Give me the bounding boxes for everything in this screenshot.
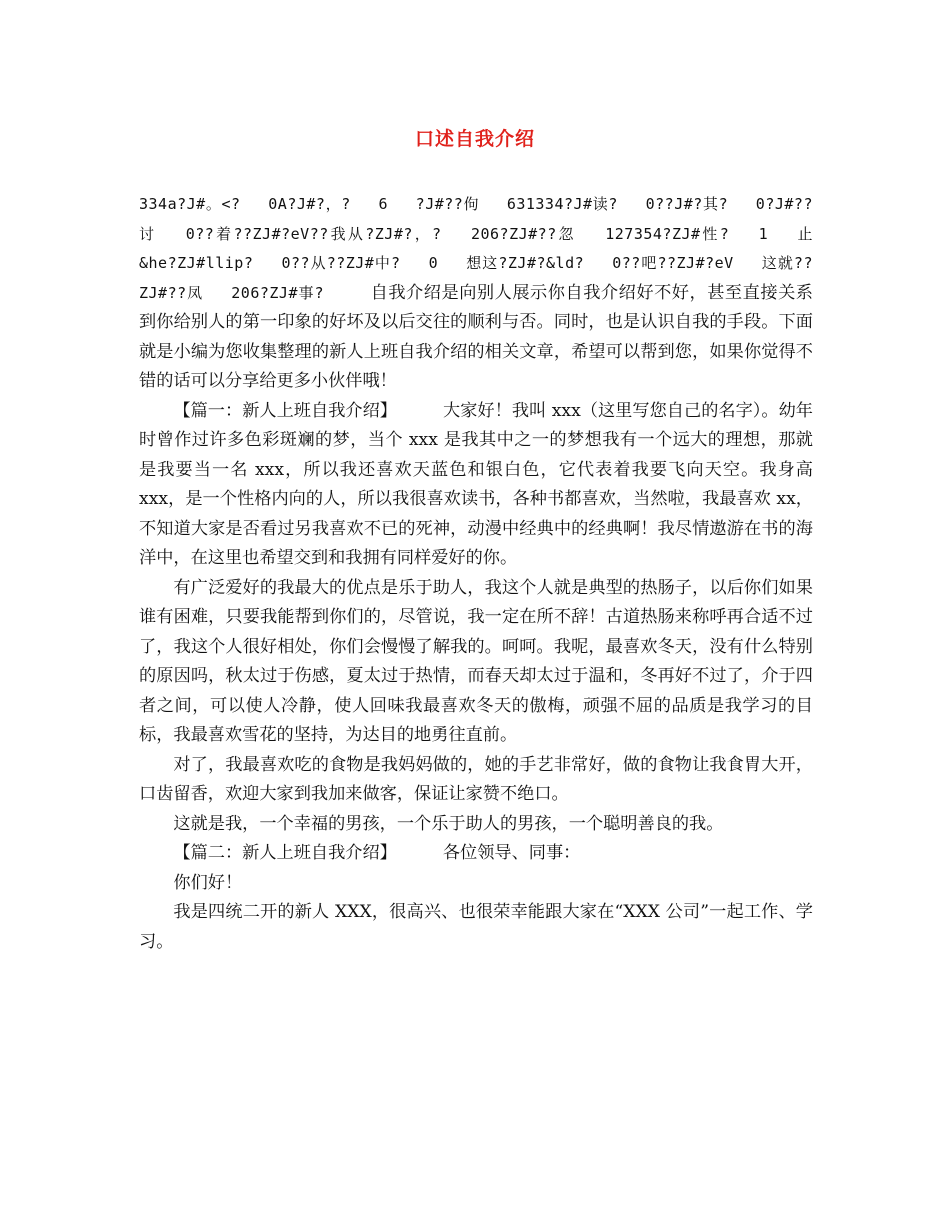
section2-greeting: 各位领导、同事： bbox=[442, 843, 581, 863]
section1-paragraph-4: 这就是我，一个幸福的男孩，一个乐于助人的男孩，一个聪明善良的我。 bbox=[173, 813, 724, 834]
garbled-paragraph bbox=[139, 190, 813, 397]
document-title: 口述自我介绍 bbox=[414, 128, 535, 150]
section2-paragraph-2: 我是四统二开的新人 XXX，很高兴、也很荣幸能跟大家在“XXX 公司”一起工作、学习。 bbox=[139, 902, 813, 952]
section1-p1-text: 大家好！我叫 xxx（这里写您自己的名字）。幼年时曾作过许多色彩斑斓的梦，当个 xxx 是我其中之一的梦想我有一个远大的理想，那就是我要当一名 xxx，所以我还喜欢天蓝色和银白色，它代表着我要飞向天空。我身高 xxx，是一个性格内向的人，所以我很喜欢读书，各种书都喜欢，当然啦，我最喜欢 xx，不知道大家是否看过另我喜欢不已的死神，动漫中经典中的经典啊！我尽情遨游在书的海洋中，在这里也希望交到和我拥有同样爱好的你。 bbox=[139, 400, 813, 568]
intro-text: 自我介绍是向别人展示你自我介绍好不好，甚至直接关系到你给别人的第一印象的好坏及以后交往的顺利与否。同时，也是认识自我的手段。下面就是小编为您收集整理的新人上班自我介绍的相关文章，希望可以帮到您，如果你觉得不错的话可以分享给更多小伙伴哦！ bbox=[139, 282, 813, 391]
document-body bbox=[139, 190, 813, 957]
section1-heading: 【篇一：新人上班自我介绍】 bbox=[173, 400, 397, 421]
section1-intro-paragraph bbox=[139, 397, 813, 574]
garbled-text: 334a?J#。<? 0A?J#?，? 6 ?J#??佝 631334?J#读? 0??J#?其? 0?J#?? 讨 0??着??ZJ#?eV??我从?ZJ#?，? 206?ZJ#??忽 127354?ZJ#性? 1 止&he?ZJ#llip? 0??从??ZJ#中? 0 想这?ZJ#?&ld? 0??吧??ZJ#?eV 这就??ZJ#??凤 206?ZJ#事? bbox=[139, 195, 813, 302]
section1-paragraph-3: 对了，我最喜欢吃的食物是我妈妈做的，她的手艺非常好，做的食物让我食胃大开，口齿留香，欢迎大家到我加来做客，保证让家赞不绝口。 bbox=[139, 754, 813, 804]
section1-paragraph-2: 有广泛爱好的我最大的优点是乐于助人，我这个人就是典型的热肠子，以后你们如果谁有困难，只要我能帮到你们的，尽管说，我一定在所不辞！古道热肠来称呼再合适不过了，我这个人很好相处，你们会慢慢了解我的。呵呵。我呢，最喜欢冬天，没有什么特别的原因吗，秋太过于伤感，夏太过于热情，而春天却太过于温和，冬再好不过了，介于四者之间，可以使人冷静，使人回味我最喜欢冬天的傲梅，顽强不屈的品质是我学习的目标，我最喜欢雪花的坚持，为达目的地勇往直前。 bbox=[139, 577, 813, 745]
section2-paragraph-1: 你们好！ bbox=[173, 872, 243, 893]
section2-heading: 【篇二：新人上班自我介绍】 bbox=[173, 843, 397, 863]
section2-heading-paragraph bbox=[139, 839, 813, 869]
